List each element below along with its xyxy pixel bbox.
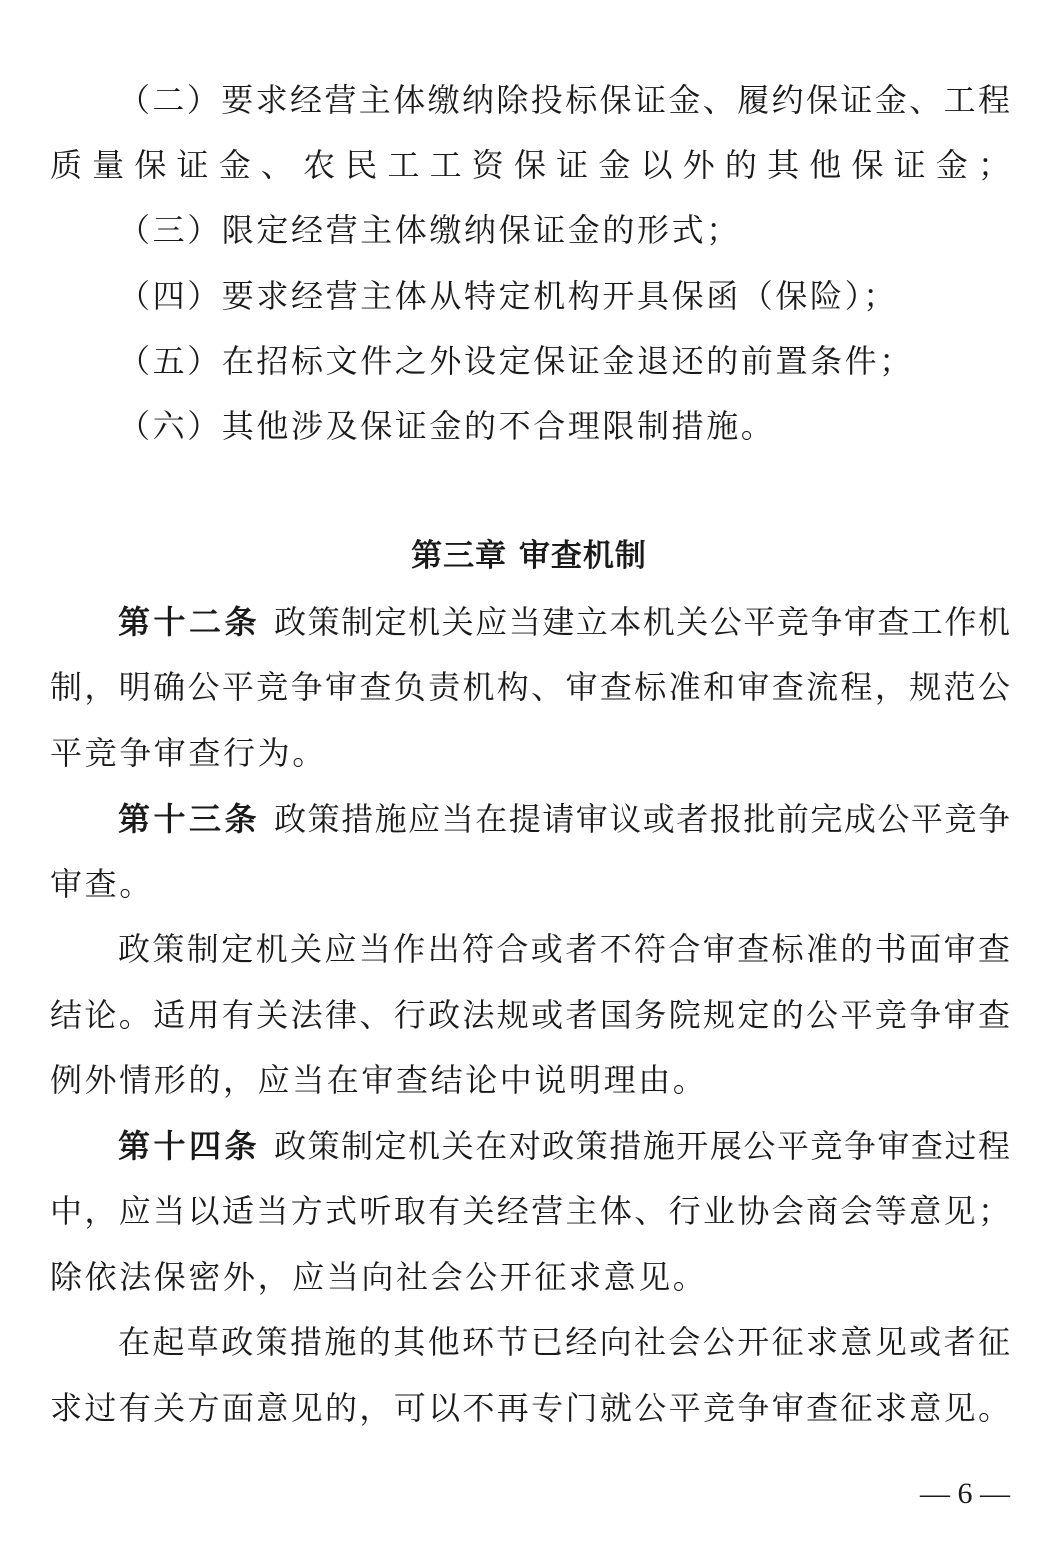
article-12-text: 政策制定机关应当建立本机关公平竞争审查工作机 <box>274 603 1010 641</box>
article-14-line-1 <box>118 1126 1010 1166</box>
article-14-para2-line-1: 在起草政策措施的其他环节已经向社会公开征求意见或者征 <box>118 1323 1010 1361</box>
article-13-line-2: 审查。 <box>50 865 154 903</box>
item-2-line-2: 质量保证金、农民工工资保证金以外的其他保证金； <box>50 146 1010 184</box>
chapter-heading: 第三章 审查机制 <box>411 538 647 574</box>
article-12-line-3: 平竞争审查行为。 <box>50 734 327 772</box>
item-6: （六）其他涉及保证金的不合理限制措施。 <box>118 407 776 445</box>
article-12-line-1 <box>118 602 1010 642</box>
article-14-label: 第十四条 <box>118 1127 261 1165</box>
article-13-label: 第十三条 <box>118 800 261 838</box>
article-14-text: 政策制定机关在对政策措施开展公平竞争审查过程 <box>274 1127 1010 1165</box>
article-13-para2-line-2: 结论。适用有关法律、行政法规或者国务院规定的公平竞争审查 <box>50 996 1010 1034</box>
article-13-para2-line-3: 例外情形的，应当在审查结论中说明理由。 <box>50 1061 708 1099</box>
article-14-line-2: 中，应当以适当方式听取有关经营主体、行业协会商会等意见； <box>50 1192 1010 1230</box>
article-13-text: 政策措施应当在提请审议或者报批前完成公平竞争 <box>274 800 1010 838</box>
item-3: （三）限定经营主体缴纳保证金的形式； <box>118 211 741 249</box>
article-13-para2-line-1: 政策制定机关应当作出符合或者不符合审查标准的书面审查 <box>118 930 1010 968</box>
article-12-line-2: 制，明确公平竞争审查负责机构、审查标准和审查流程，规范公 <box>50 668 1010 706</box>
item-5: （五）在招标文件之外设定保证金退还的前置条件； <box>118 342 914 380</box>
article-14-para2-line-2: 求过有关方面意见的，可以不再专门就公平竞争审查征求意见。 <box>50 1389 1010 1427</box>
article-12-label: 第十二条 <box>118 603 261 641</box>
item-2-line-1: （二）要求经营主体缴纳除投标保证金、履约保证金、工程 <box>118 81 1010 119</box>
item-4: （四）要求经营主体从特定机构开具保函（保险）； <box>118 277 898 315</box>
article-14-line-3: 除依法保密外，应当向社会公开征求意见。 <box>50 1258 708 1296</box>
page-number: — 6 — <box>920 1477 1010 1510</box>
article-13-line-1 <box>118 799 1010 839</box>
